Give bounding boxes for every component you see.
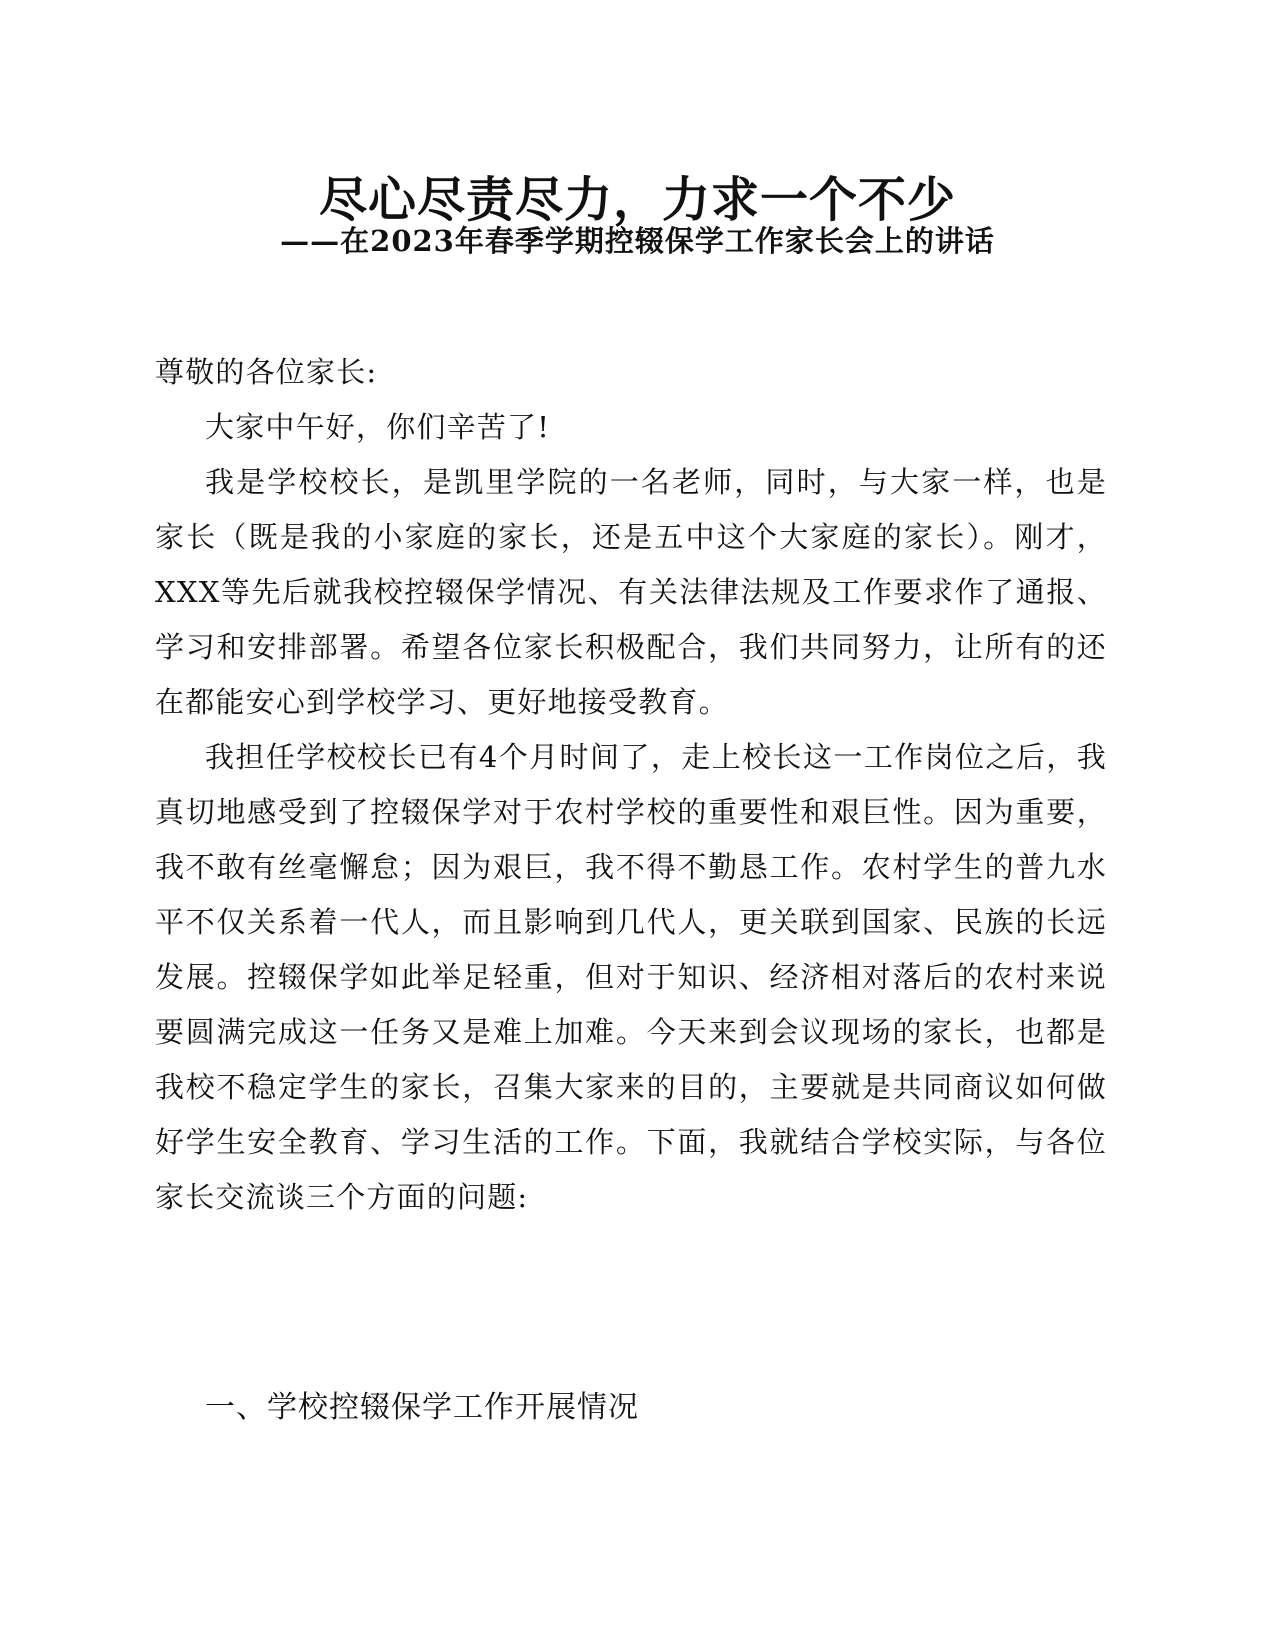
document-title: 尽心尽责尽力，力求一个不少	[318, 172, 956, 228]
document-body	[155, 345, 1107, 1225]
paragraph-3: 我担任学校校长已有4个月时间了，走上校长这一工作岗位之后，我真切地感受到了控辍保学对于农村学校的重要性和艰巨性。因为重要，我不敢有丝毫懈怠；因为艰巨，我不得不勤恳工作。农村学生的普九水平不仅关系着一代人，而且影响到几代人，更关联到国家、民族的长远发展。控辍保学如此举足轻重，但对于知识、经济相对落后的农村来说要圆满完成这一任务又是难上加难。今天来到会议现场的家长，也都是我校不稳定学生的家长，召集大家来的目的，主要就是共同商议如何做好学生安全教育、学习生活的工作。下面，我就结合学校实际，与各位家长交流谈三个方面的问题:	[155, 740, 1107, 1214]
paragraph-1: 大家中午好，你们辛苦了!	[205, 410, 551, 444]
greeting: 尊敬的各位家长:	[155, 355, 378, 389]
section-heading: 一、学校控辍保学工作开展情况	[205, 1390, 639, 1425]
document-subtitle: ——在2023年春季学期控辍保学工作家长会上的讲话	[280, 224, 995, 258]
paragraph-2: 我是学校校长，是凯里学院的一名老师，同时，与大家一样，也是家长（既是我的小家庭的家长，还是五中这个大家庭的家长）。刚才，XXX等先后就我校控辍保学情况、有关法律法规及工作要求作了通报、学习和安排部署。希望各位家长积极配合，我们共同努力，让所有的还在都能安心到学校学习、更好地接受教育。	[155, 465, 1107, 719]
